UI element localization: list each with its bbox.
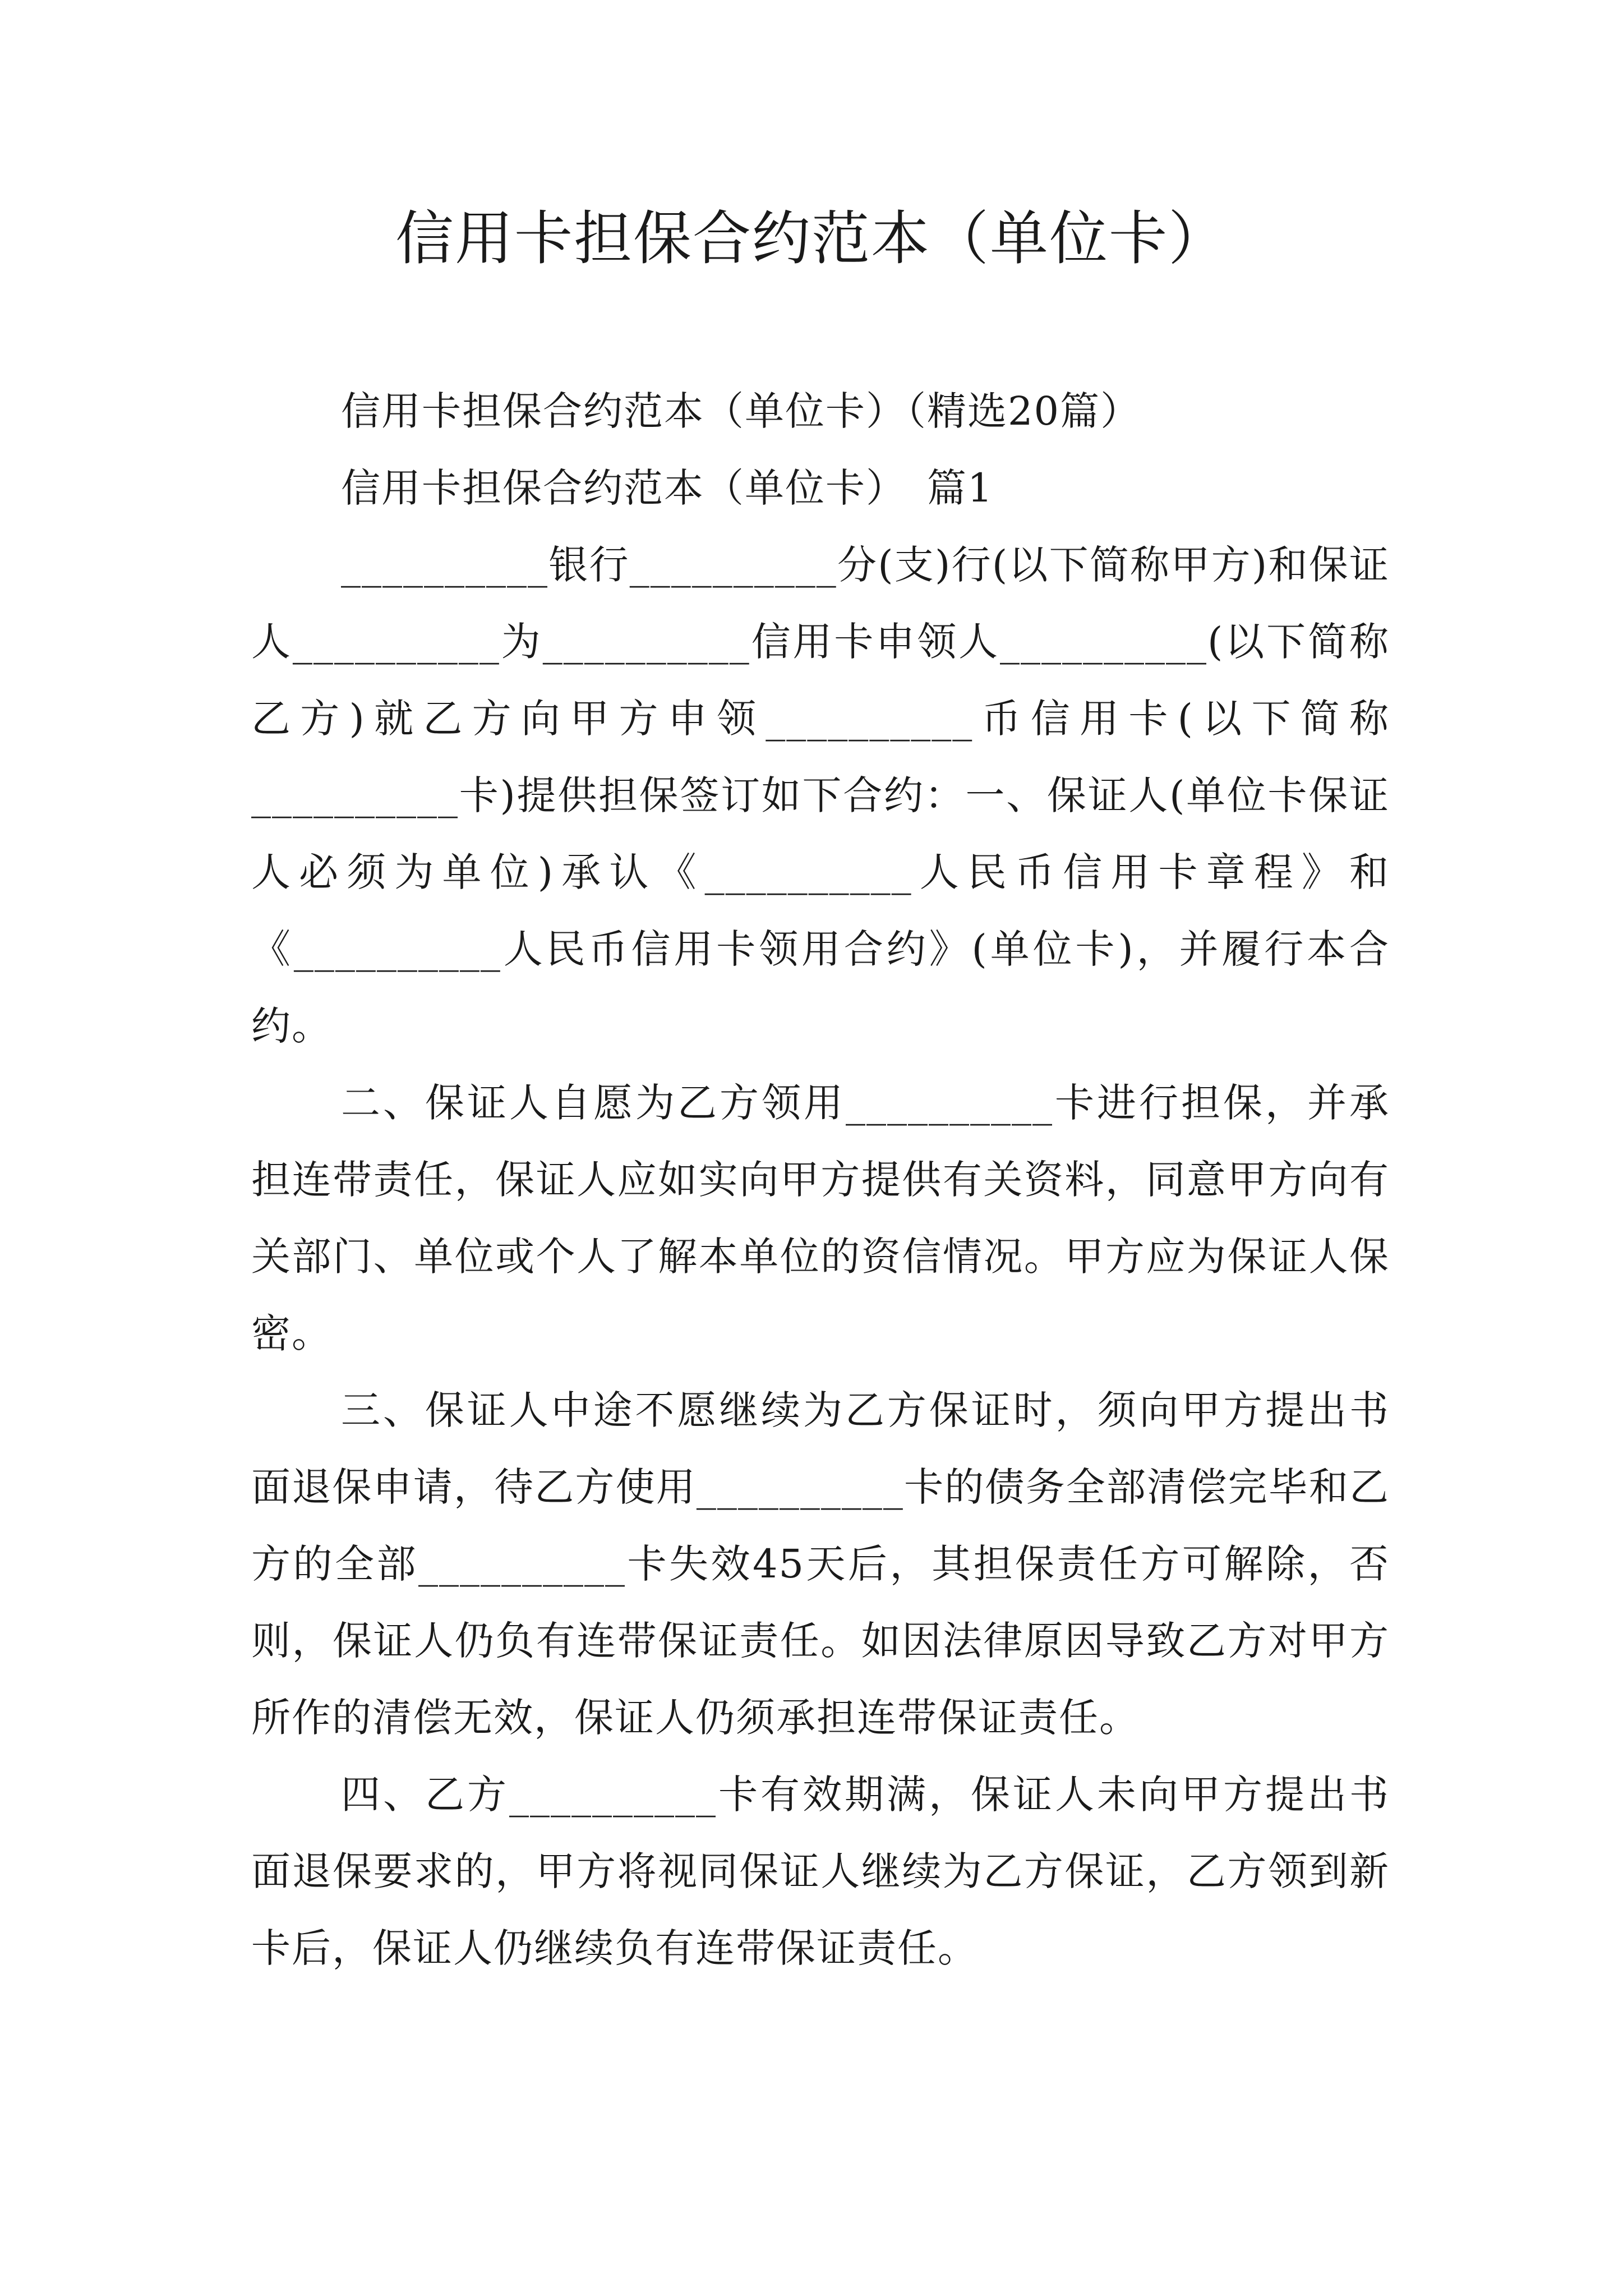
document-title: 信用卡担保合约范本（单位卡） — [395, 204, 1228, 273]
paragraph-4: 四、乙方__________卡有效期满，保证人未向甲方提出书面退保要求的，甲方将视同保证人继续为乙方保证，乙方领到新卡后，保证人仍继续负有连带保证责任。 — [251, 1772, 1390, 1971]
document-subtitle: 信用卡担保合约范本（单位卡）（精选20篇） — [341, 388, 1141, 434]
paragraph-3: 三、保证人中途不愿继续为乙方保证时，须向甲方提出书面退保申请，待乙方使用__________卡的债务全部清偿完毕和乙方的全部__________卡失效45天后，其担保责任方可解除，否则，保证人仍负有连带保证责任。如因法律原因导致乙方对甲方所作的清偿无效，保证人仍须承担连带保证责任。 — [251, 1387, 1390, 1741]
paragraph-1: __________银行__________分(支)行(以下简称甲方)和保证人__________为__________信用卡申领人__________(以下简称乙方)就乙方向甲方申领__________币信用卡(以下简称__________卡)提供担保签订如下合约：一、保证人(单位卡保证人必须为单位)承认《__________人民币信用卡章程》和《__________人民币信用卡领用合约》(单位卡)，并履行本合约。 — [251, 542, 1390, 1049]
paragraph-2: 二、保证人自愿为乙方领用__________卡进行担保，并承担连带责任，保证人应如实向甲方提供有关资料，同意甲方向有关部门、单位或个人了解本单位的资信情况。甲方应为保证人保密。 — [251, 1080, 1390, 1356]
document-body — [251, 373, 1390, 1987]
section-heading: 信用卡担保合约范本（单位卡） 篇1 — [341, 465, 994, 511]
